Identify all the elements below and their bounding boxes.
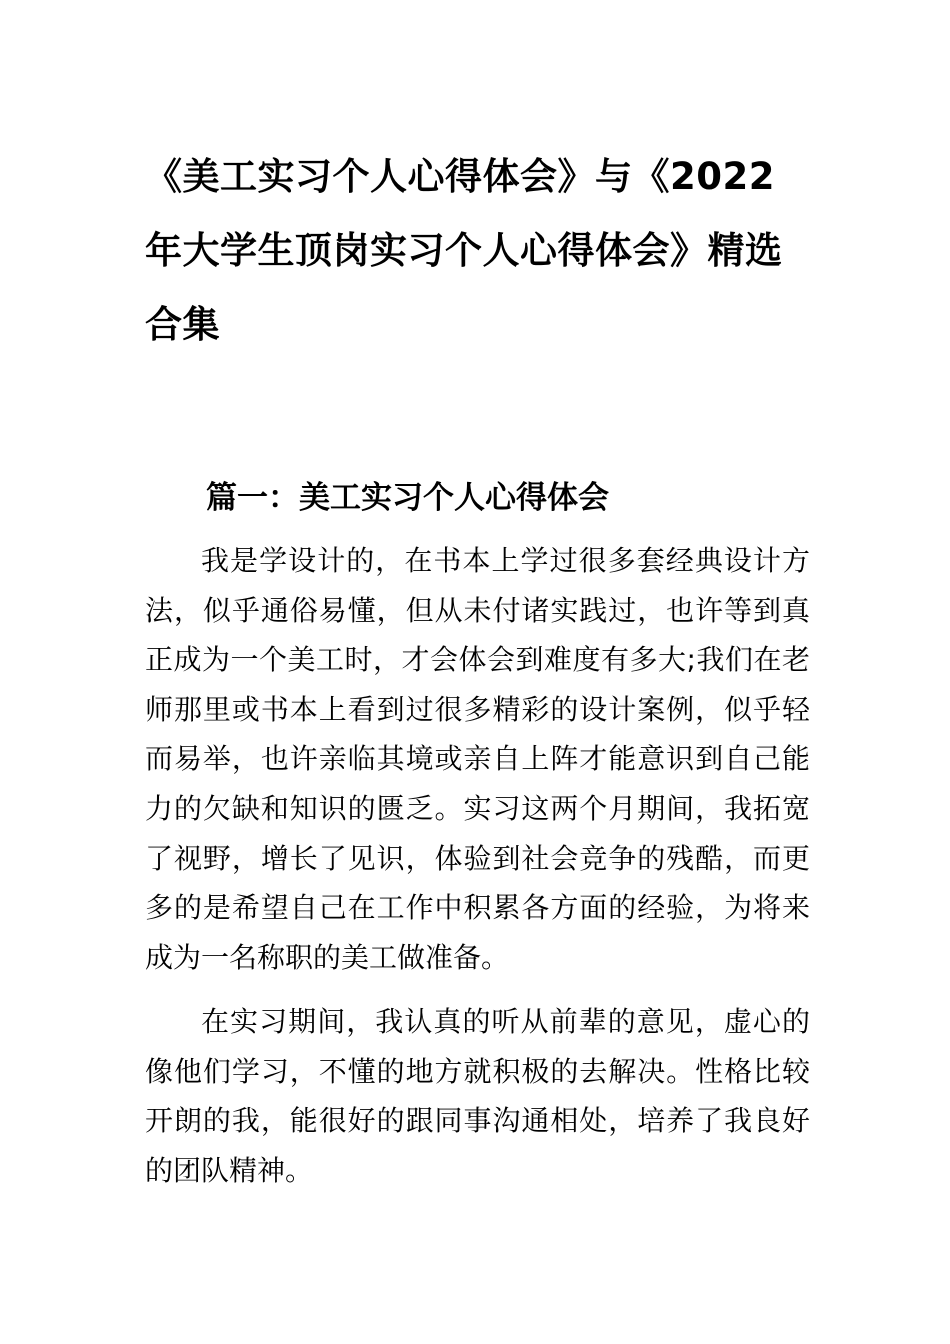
body-paragraph-1: 我是学设计的，在书本上学过很多套经典设计方法，似乎通俗易懂，但从未付诸实践过，也许等到真正成为一个美工时，才会体会到难度有多大;我们在老师那里或书本上看到过很多精彩的设计案例，似乎轻而易举，也许亲临其境或亲自上阵才能意识到自己能力的欠缺和知识的匮乏。实习这两个月期间，我拓宽了视野，增长了见识，体验到社会竞争的残酷，而更多的是希望自己在工作中积累各方面的经验，为将来成为一名称职的美工做准备。 [145,544,810,974]
document-title: 《美工实习个人心得体会》与《2022年大学生顶岗实习个人心得体会》精选合集 [145,155,783,346]
body-paragraph-2: 在实习期间，我认真的听从前辈的意见，虚心的像他们学习，不懂的地方就积极的去解决。性格比较开朗的我，能很好的跟同事沟通相处，培养了我良好的团队精神。 [145,1005,810,1187]
section-heading: 篇一：美工实习个人心得体会 [206,480,609,516]
